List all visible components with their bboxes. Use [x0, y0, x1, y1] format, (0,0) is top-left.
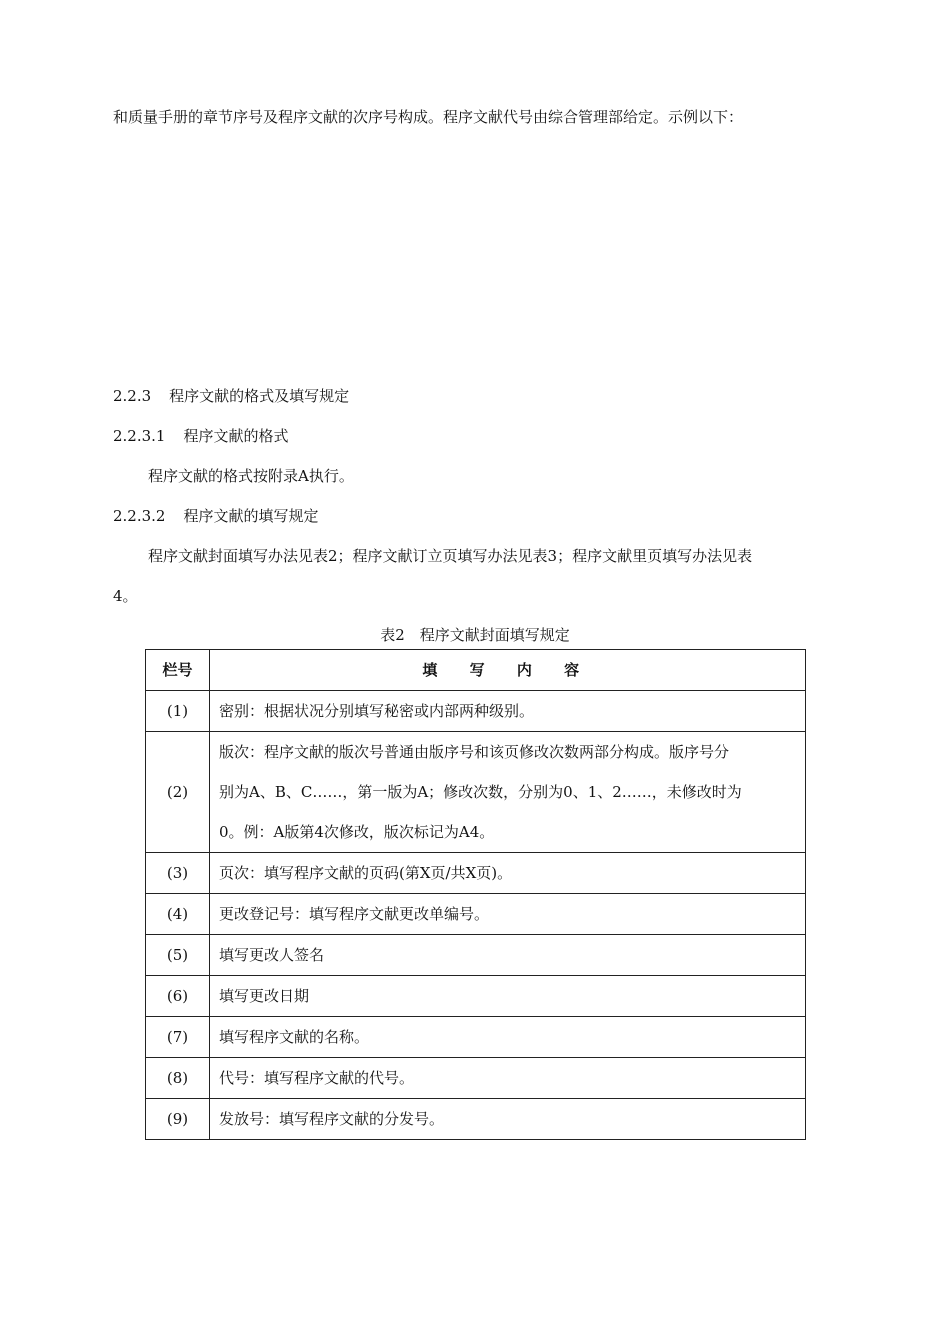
row-number: (7) [146, 1017, 210, 1058]
row-content-line: 别为A、B、C……，第一版为A；修改次数，分别为0、1、2……，未修改时为 [219, 783, 742, 801]
section-title: 程序文献的填写规定 [183, 507, 319, 525]
row-content [210, 894, 806, 935]
row-content [210, 976, 806, 1017]
row-content [210, 1058, 806, 1099]
fill-rules-table [145, 649, 806, 1140]
table-row [146, 1099, 806, 1140]
table-row [146, 976, 806, 1017]
row-content-line: 填写更改人签名 [219, 946, 325, 964]
row-content-line: 0。例：A版第4次修改，版次标记为A4。 [219, 823, 495, 841]
row-content-line: 版次：程序文献的版次号普通由版序号和该页修改次数两部分构成。版序号分 [219, 743, 730, 761]
table-row [146, 691, 806, 732]
row-number: (6) [146, 976, 210, 1017]
table-row [146, 894, 806, 935]
section-body-2-2-3-2-line1: 程序文献封面填写办法见表2；程序文献订立页填写办法见表3；程序文献里页填写办法见表 [148, 547, 753, 565]
row-content-line: 页次：填写程序文献的页码(第X页/共X页)。 [219, 864, 513, 882]
row-content [210, 1017, 806, 1058]
row-content [210, 732, 806, 853]
section-heading-2-2-3-2 [113, 505, 319, 527]
table-header-row [146, 650, 806, 691]
table-row [146, 853, 806, 894]
row-content-line: 填写程序文献的名称。 [219, 1028, 370, 1046]
row-content [210, 691, 806, 732]
section-heading-2-2-3-1 [113, 425, 289, 447]
row-content-line: 发放号：填写程序文献的分发号。 [219, 1110, 445, 1128]
row-number: (2) [146, 732, 210, 853]
table-row [146, 1058, 806, 1099]
row-content [210, 935, 806, 976]
row-content-line: 密别：根据状况分别填写秘密或内部两种级别。 [219, 702, 535, 720]
section-body-2-2-3-2-line2: 4。 [113, 587, 138, 605]
table-row [146, 935, 806, 976]
section-title: 程序文献的格式及填写规定 [169, 387, 350, 405]
row-content-line: 代号：填写程序文献的代号。 [219, 1069, 415, 1087]
section-number: 2.2.3.2 [113, 507, 166, 525]
row-number: (5) [146, 935, 210, 976]
section-title: 程序文献的格式 [183, 427, 289, 445]
section-number: 2.2.3.1 [113, 427, 166, 445]
section-heading-2-2-3 [113, 385, 349, 407]
row-number: (1) [146, 691, 210, 732]
row-content [210, 853, 806, 894]
table-caption: 表2 程序文献封面填写规定 [380, 626, 570, 644]
row-number: (9) [146, 1099, 210, 1140]
table-row [146, 1017, 806, 1058]
intro-paragraph: 和质量手册的章节序号及程序文献的次序号构成。程序文献代号由综合管理部给定。示例以下： [113, 108, 744, 126]
row-content-line: 更改登记号：填写程序文献更改单编号。 [219, 905, 490, 923]
row-content-line: 填写更改日期 [219, 987, 310, 1005]
row-number: (3) [146, 853, 210, 894]
row-number: (8) [146, 1058, 210, 1099]
header-content-label: 填 写 内 容 [422, 661, 593, 679]
section-number: 2.2.3 [113, 387, 152, 405]
table-row [146, 732, 806, 853]
header-column-content [210, 650, 806, 691]
header-column-no: 栏号 [146, 650, 210, 691]
section-body-2-2-3-1: 程序文献的格式按附录A执行。 [148, 467, 354, 485]
row-content [210, 1099, 806, 1140]
row-number: (4) [146, 894, 210, 935]
